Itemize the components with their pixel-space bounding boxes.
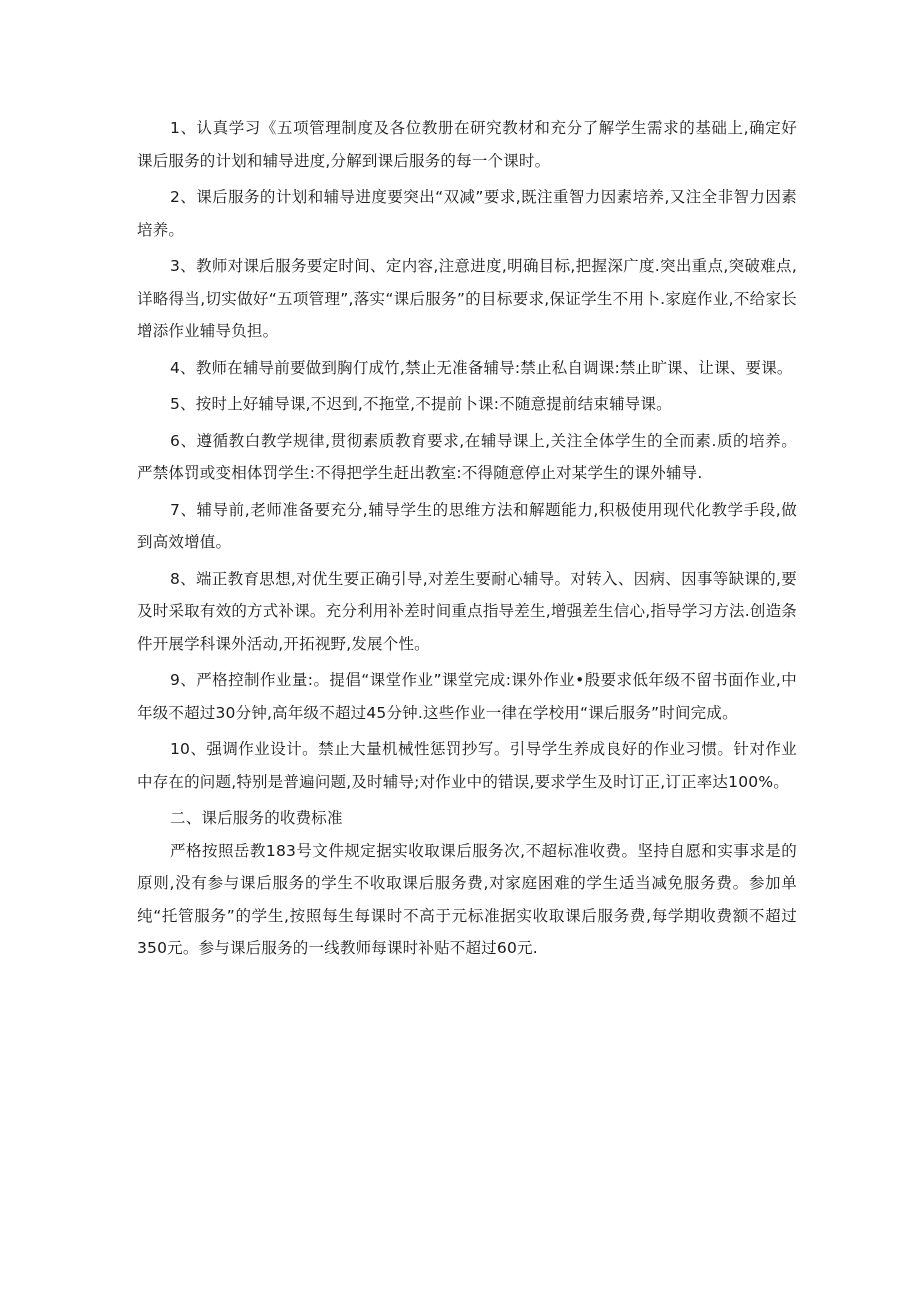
rule-item-6: 6、遵循教白教学规律,贯彻素质教育要求,在辅导课上,关注全体学生的全而素.质的培养。严禁体罚或变相体罚学生:不得把学生赶出教室:不得随意停止对某学生的课外辅导.	[137, 431, 797, 482]
document-body	[137, 112, 797, 969]
rule-item-7: 7、辅导前,老师准备要充分,辅导学生的思维方法和解题能力,积极使用现代化教学手段,做到高效增值。	[137, 500, 797, 551]
fee-paragraph: 严格按照岳教183号文件规定据实收取课后服务次,不超标准收费。坚持自愿和实事求是的原则,没有参与课后服务的学生不收取课后服务费,对家庭困难的学生适当减免服务费。参加单纯“托管服务”的学生,按照每生每课时不高于元标准据实收取课后服务费,每学期收费额不超过350元。参与课后服务的一线教师每课时补贴不超过60元.	[137, 841, 797, 957]
rule-item-9: 9、严格控制作业量:。提倡“课堂作业”课堂完成:课外作业•殷要求低年级不留书面作业,中年级不超过30分钟,高年级不超过45分钟.这些作业一律在学校用“课后服务”时间完成。	[137, 671, 797, 722]
section-heading: 二、课后服务的收费标准	[170, 809, 343, 827]
rule-item-8: 8、端正教育思想,对优生要正确引导,对差生要耐心辅导。对转入、因病、因事等缺课的,要及时采取有效的方式补课。充分利用补差时间重点指导差生,增强差生信心,指导学习方法.创造条件开展学科课外活动,开拓视野,发展个性。	[137, 569, 797, 653]
rule-item-5: 5、按时上好辅导课,不迟到,不拖堂,不提前卜课:不随意提前结束辅导课。	[170, 395, 672, 413]
rule-item-4: 4、教师在辅导前要做到胸仃成竹,禁止无准备辅导:禁止私自调课:禁止旷课、让课、要课。	[170, 358, 793, 377]
rule-item-1: 1、认真学习《五项管理制度及各位教册在研究教材和充分了解学生需求的基础上,确定好课后服务的计划和辅导进度,分解到课后服务的每一个课时。	[137, 119, 797, 170]
rule-item-2: 2、课后服务的计划和辅导进度要突出“双减”要求,既注重智力因素培养,又注全非智力因素培养。	[137, 188, 797, 239]
rule-item-3: 3、教师对课后服务要定时间、定内容,注意进度,明确目标,把握深广度.突出重点,突破难点,详略得当,切实做好“五项管理”,落实“课后服务”的目标要求,保证学生不用卜.家庭作业,不给家长增添作业辅导负担。	[137, 257, 797, 340]
rule-item-10: 10、强调作业设计。禁止大量机械性惩罚抄写。引导学生养成良好的作业习惯。针对作业中存在的问题,特别是普遍问题,及时辅导;对作业中的错误,要求学生及时订正,订正率达100%。	[137, 740, 797, 791]
